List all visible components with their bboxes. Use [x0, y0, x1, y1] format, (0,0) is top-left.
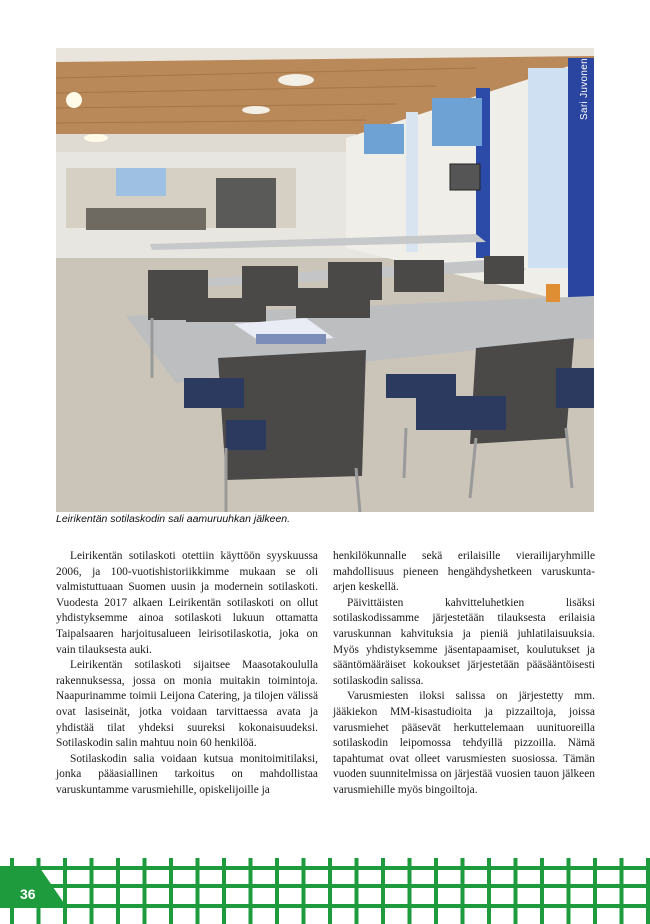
article-paragraph: henkilökunnalle sekä erilaisille vierailijaryhmille mahdollisuus pieneen hengähdyshetkeen varuskunta-arjen keskellä. — [333, 550, 595, 594]
article-paragraph: Leirikentän sotilaskoti otettiin käyttöön syyskuussa 2006, ja 100-vuotishistoriikkimme mukaan se oli valmistuttuaan Suomen uusin ja modernein sotilaskoti. Vuodesta 2017 alkaen Leirikentän sotilaskoti on ollut yhdistyksemme ainoa sotilaskoti lukuun ottamatta Taipalsaaren harjoitusalueen leirisotilaskotia, joka on vain tilauksesta auki. — [56, 550, 318, 656]
cafeteria-illustration — [56, 48, 594, 512]
page-number: 36 — [20, 886, 36, 902]
footer-grid — [0, 858, 650, 924]
article-paragraph: Päivittäisten kahvitteluhetkien lisäksi sotilaskodissamme järjestetään tilauksesta erilaisia varuskunnan kahvituksia ja pieniä juhlatilaisuuksia. Myös yhdistyksemme jäsentapaamiset, koulutukset ja sääntömääräiset kokoukset järjestetään pääsääntöisesti sotilaskodin salissa. — [333, 596, 595, 687]
article-paragraph: Leirikentän sotilaskoti sijaitsee Maasotakoululla rakennuksessa, jossa on monia muitakin toimintoja. Naapurinamme toimii Leijona Catering, ja tilojen välissä ovat lasiseinät, jotka voidaan tarvittaessa avata ja yhdistää tilat yhdeksi suureksi kokonaisuudeksi. Sotilaskodin salin mahtuu noin 60 henkilöä. — [56, 659, 318, 750]
photo-caption: Leirikentän sotilaskodin sali aamuruuhkan jälkeen. — [56, 513, 291, 525]
article-left-column — [56, 549, 318, 799]
article-right-column — [333, 549, 595, 799]
cafeteria-photo — [56, 48, 594, 512]
article-paragraph: Varusmiesten iloksi salissa on järjestetty mm. jääkiekon MM-kisastudioita ja pizzailtoja, joissa varusmiehet pääsevät herkuttelemaan uunituoreilla sotilaskodin leipomossa tehdyillä pizzoilla. Nämä tapahtumat ovat olleet varusmiesten suosiossa. Tämän vuoden suunnitelmissa on järjestää vuosien tauon jälkeen varusmiehille myös bingoiltoja. — [333, 690, 595, 796]
photo-credit: Sari Juvonen — [579, 58, 590, 120]
article-paragraph: Sotilaskodin salia voidaan kutsua monitoimitilaksi, jonka pääasiallinen tarkoitus on mahdollistaa varuskuntamme varusmiehille, opiskelijoille ja — [56, 752, 318, 796]
